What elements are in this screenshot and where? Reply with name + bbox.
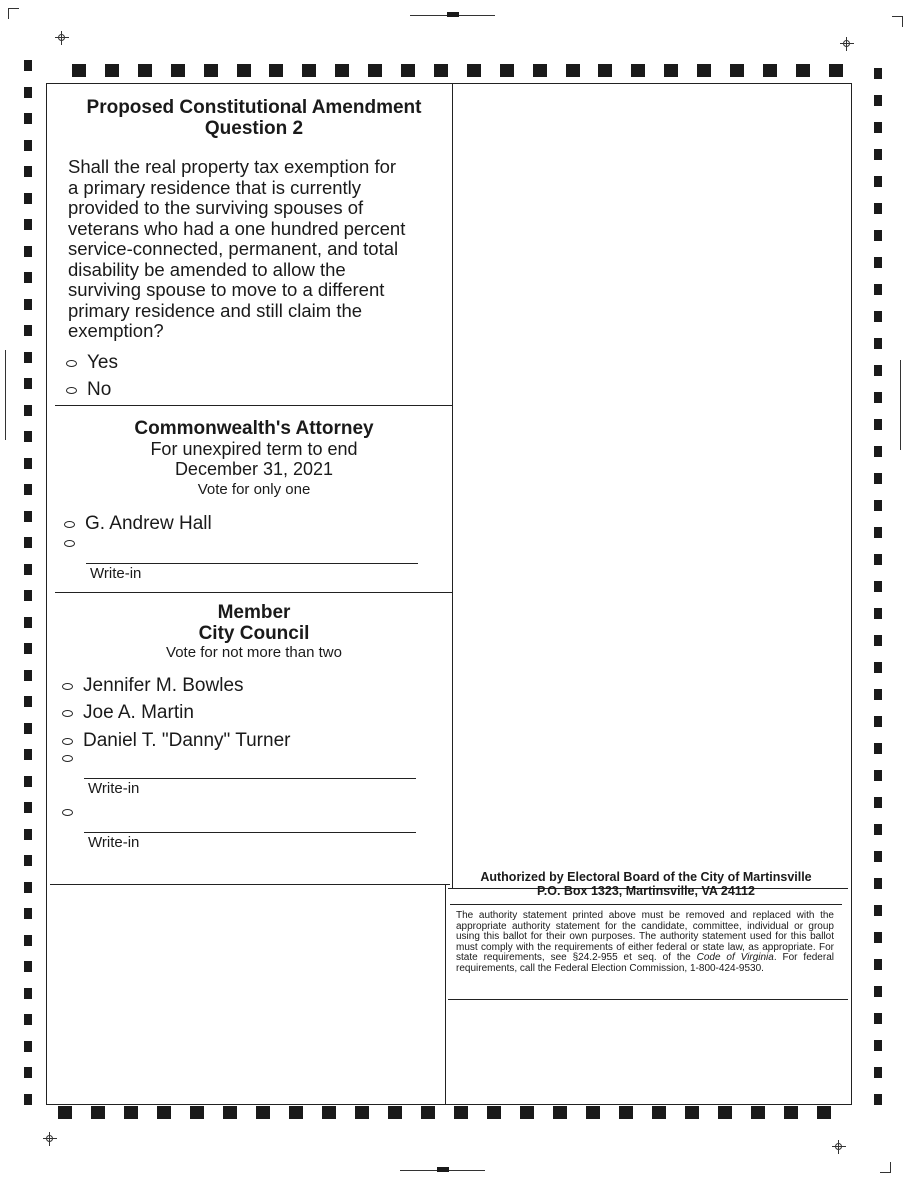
timing-mark	[24, 87, 32, 98]
timing-mark	[24, 352, 32, 363]
divider-attorney-council	[55, 592, 452, 593]
attorney-writein-line[interactable]	[86, 563, 418, 564]
crosshair-top-right-icon	[840, 37, 854, 51]
oval-bubble-icon[interactable]	[64, 540, 75, 547]
timing-mark	[24, 988, 32, 999]
timing-mark	[487, 1106, 501, 1119]
candidate-daniel-turner[interactable]	[62, 730, 290, 752]
timing-mark	[874, 149, 882, 160]
candidate-name: Daniel T. "Danny" Turner	[83, 730, 291, 751]
timing-mark	[763, 64, 777, 77]
timing-mark	[204, 64, 218, 77]
timing-mark	[874, 797, 882, 808]
question2-text-line: a primary residence that is currently	[68, 176, 362, 198]
timing-mark	[24, 299, 32, 310]
question2-text-line: Shall the real property tax exemption for	[68, 156, 397, 177]
timing-mark	[24, 882, 32, 893]
registration-block-top	[447, 12, 459, 17]
timing-mark	[874, 554, 882, 565]
timing-mark	[24, 1094, 32, 1105]
registration-line-right	[900, 360, 901, 450]
timing-mark	[24, 564, 32, 575]
timing-mark	[24, 643, 32, 654]
timing-mark	[874, 581, 882, 592]
council-writein-2[interactable]	[62, 809, 83, 816]
attorney-term-line2: December 31, 2021	[174, 459, 334, 479]
authority-statement-end: . For federal requirements, call the Federal Election Commission, 1-800-424-9530.	[456, 952, 834, 974]
timing-mark	[874, 1094, 882, 1105]
authority-title-line2: P.O. Box 1323, Martinsville, VA 24112	[537, 884, 755, 898]
authority-divider-bottom	[448, 999, 848, 1000]
timing-mark	[586, 1106, 600, 1119]
oval-bubble-icon[interactable]	[62, 755, 73, 762]
timing-mark	[24, 166, 32, 177]
timing-mark	[874, 932, 882, 943]
candidate-name: Joe A. Martin	[83, 702, 194, 723]
timing-mark	[24, 1067, 32, 1078]
attorney-writein-label: Write-in	[90, 565, 142, 582]
timing-mark	[697, 64, 711, 77]
authority-title-line1: Authorized by Electoral Board of the City of Martinsville	[480, 870, 812, 884]
timing-mark	[874, 824, 882, 835]
timing-mark	[24, 961, 32, 972]
divider-q2-attorney	[55, 405, 452, 406]
question2-text-line: service-connected, permanent, and total	[68, 238, 399, 259]
timing-mark	[24, 1041, 32, 1052]
timing-mark	[58, 1106, 72, 1119]
timing-mark	[421, 1106, 435, 1119]
timing-mark	[24, 696, 32, 707]
timing-mark	[24, 484, 32, 495]
question2-text-line: provided to the surviving spouses of	[68, 197, 364, 218]
divider-council-bottom	[50, 884, 450, 885]
candidate-joe-a-martin[interactable]	[62, 702, 194, 724]
timing-mark	[24, 405, 32, 416]
registration-block-bottom	[437, 1167, 449, 1172]
timing-mark	[24, 855, 32, 866]
timing-mark	[874, 122, 882, 133]
timing-mark	[368, 64, 382, 77]
timing-mark	[874, 365, 882, 376]
timing-mark	[467, 64, 481, 77]
question2-text	[68, 157, 448, 342]
timing-mark	[322, 1106, 336, 1119]
option-yes[interactable]	[66, 352, 118, 374]
timing-mark	[874, 338, 882, 349]
timing-mark	[24, 193, 32, 204]
timing-mark	[874, 1040, 882, 1051]
oval-bubble-icon[interactable]	[66, 387, 77, 394]
timing-mark	[190, 1106, 204, 1119]
timing-mark	[24, 802, 32, 813]
timing-mark	[500, 64, 514, 77]
timing-mark	[237, 64, 251, 77]
oval-bubble-icon[interactable]	[62, 683, 73, 690]
timing-mark	[874, 743, 882, 754]
timing-mark	[874, 878, 882, 889]
timing-mark	[784, 1106, 798, 1119]
timing-mark	[138, 64, 152, 77]
timing-mark	[829, 64, 843, 77]
timing-mark	[874, 176, 882, 187]
timing-mark	[289, 1106, 303, 1119]
timing-mark	[874, 527, 882, 538]
timing-mark	[24, 829, 32, 840]
timing-mark	[388, 1106, 402, 1119]
timing-mark	[874, 1013, 882, 1024]
council-writein-1[interactable]	[62, 755, 83, 762]
authority-statement-italic: Code of Virginia	[696, 952, 774, 964]
timing-mark	[171, 64, 185, 77]
timing-mark	[874, 419, 882, 430]
timing-mark	[874, 608, 882, 619]
column-divider-bottom	[445, 885, 446, 1104]
timing-mark	[874, 689, 882, 700]
timing-mark	[874, 500, 882, 511]
timing-mark	[24, 140, 32, 151]
timing-mark	[817, 1106, 831, 1119]
timing-mark	[533, 64, 547, 77]
council-writein-1-label: Write-in	[88, 780, 140, 797]
timing-mark	[434, 64, 448, 77]
timing-mark	[24, 458, 32, 469]
timing-mark	[24, 60, 32, 71]
timing-mark	[105, 64, 119, 77]
timing-mark	[24, 113, 32, 124]
timing-mark	[874, 392, 882, 403]
council-writein-2-label: Write-in	[88, 834, 140, 851]
timing-mark	[874, 257, 882, 268]
timing-mark	[874, 95, 882, 106]
timing-mark	[874, 770, 882, 781]
timing-mark	[874, 311, 882, 322]
timing-mark	[24, 935, 32, 946]
timing-mark	[24, 617, 32, 628]
timing-mark	[685, 1106, 699, 1119]
timing-mark	[24, 723, 32, 734]
timing-mark	[874, 635, 882, 646]
timing-mark	[24, 749, 32, 760]
council-writein-1-line[interactable]	[84, 778, 416, 779]
timing-mark	[664, 64, 678, 77]
question2-title-line2: Question 2	[204, 118, 304, 139]
timing-mark	[874, 662, 882, 673]
council-writein-2-line[interactable]	[84, 832, 416, 833]
timing-mark	[124, 1106, 138, 1119]
candidate-jennifer-m-bowles[interactable]	[62, 675, 244, 697]
timing-mark	[335, 64, 349, 77]
corner-mark-bottom-right	[880, 1162, 891, 1173]
timing-mark	[223, 1106, 237, 1119]
registration-line-left	[5, 350, 6, 440]
timing-mark	[874, 716, 882, 727]
timing-mark	[24, 246, 32, 257]
timing-mark	[24, 325, 32, 336]
timing-mark	[454, 1106, 468, 1119]
timing-mark	[652, 1106, 666, 1119]
timing-mark	[619, 1106, 633, 1119]
corner-mark-top-left	[8, 8, 19, 19]
timing-mark	[730, 64, 744, 77]
timing-mark	[24, 908, 32, 919]
candidate-name: G. Andrew Hall	[85, 513, 212, 534]
timing-mark	[157, 1106, 171, 1119]
option-no-label: No	[87, 379, 112, 400]
authority-statement	[456, 911, 834, 975]
timing-mark	[874, 986, 882, 997]
timing-mark	[24, 670, 32, 681]
crosshair-bottom-left-icon	[43, 1132, 57, 1146]
corner-mark-top-right	[892, 16, 903, 27]
timing-mark	[874, 284, 882, 295]
candidate-name: Jennifer M. Bowles	[83, 675, 244, 696]
timing-mark	[24, 219, 32, 230]
candidate-g-andrew-hall[interactable]	[64, 513, 212, 535]
timing-mark	[256, 1106, 270, 1119]
column-divider-top	[452, 83, 453, 888]
timing-mark	[566, 64, 580, 77]
council-title-line1: Member	[217, 602, 291, 623]
authority-divider-sub	[450, 904, 842, 905]
question2-text-line: primary residence and still claim the	[68, 299, 363, 321]
timing-mark	[874, 68, 882, 79]
question2-text-line: exemption?	[68, 320, 164, 341]
timing-mark	[874, 446, 882, 457]
timing-mark	[24, 511, 32, 522]
timing-mark	[874, 905, 882, 916]
timing-mark	[24, 590, 32, 601]
oval-bubble-icon[interactable]	[62, 710, 73, 717]
oval-bubble-icon[interactable]	[64, 521, 75, 528]
crosshair-bottom-right-icon	[832, 1140, 846, 1154]
timing-mark	[874, 230, 882, 241]
timing-mark	[401, 64, 415, 77]
attorney-writein[interactable]	[64, 540, 85, 547]
timing-mark	[24, 537, 32, 548]
timing-mark	[24, 378, 32, 389]
timing-mark	[553, 1106, 567, 1119]
timing-mark	[24, 1014, 32, 1025]
timing-mark	[91, 1106, 105, 1119]
timing-mark	[302, 64, 316, 77]
timing-mark	[24, 272, 32, 283]
option-yes-label: Yes	[87, 352, 118, 373]
question2-text-line: veterans who had a one hundred percent	[68, 217, 406, 239]
timing-mark	[24, 431, 32, 442]
timing-mark	[751, 1106, 765, 1119]
timing-mark	[874, 1067, 882, 1078]
crosshair-top-left-icon	[55, 31, 69, 45]
timing-mark	[874, 959, 882, 970]
timing-mark	[72, 64, 86, 77]
attorney-term-line1: For unexpired term to end	[150, 439, 358, 459]
timing-mark	[269, 64, 283, 77]
question2-text-line: surviving spouse to move to a different	[68, 279, 385, 300]
timing-mark	[598, 64, 612, 77]
oval-bubble-icon[interactable]	[62, 738, 73, 745]
timing-mark	[874, 473, 882, 484]
oval-bubble-icon[interactable]	[66, 360, 77, 367]
timing-mark	[874, 851, 882, 862]
attorney-title: Commonwealth's Attorney	[134, 418, 374, 439]
question2-title-line1: Proposed Constitutional Amendment	[86, 97, 422, 118]
authority-statement-text: The authority statement printed above must be removed and replaced with the appropriate authority statement for the candidate, committee, individual or group using this ballot for their own purposes. The authority statement used for this ballot must comply with the requirements of either federal or state law, as appropriate. For state requirements, see §24.2-955 et seq. of the	[456, 910, 834, 964]
council-instruction: Vote for not more than two	[166, 644, 342, 661]
timing-mark	[796, 64, 810, 77]
timing-mark	[718, 1106, 732, 1119]
oval-bubble-icon[interactable]	[62, 809, 73, 816]
timing-mark	[355, 1106, 369, 1119]
timing-mark	[24, 776, 32, 787]
question2-text-line: disability be amended to allow the	[68, 258, 346, 280]
council-title-line2: City Council	[198, 623, 310, 644]
timing-mark	[874, 203, 882, 214]
timing-mark	[520, 1106, 534, 1119]
timing-mark	[631, 64, 645, 77]
attorney-instruction: Vote for only one	[197, 481, 311, 498]
option-no[interactable]	[66, 379, 111, 401]
